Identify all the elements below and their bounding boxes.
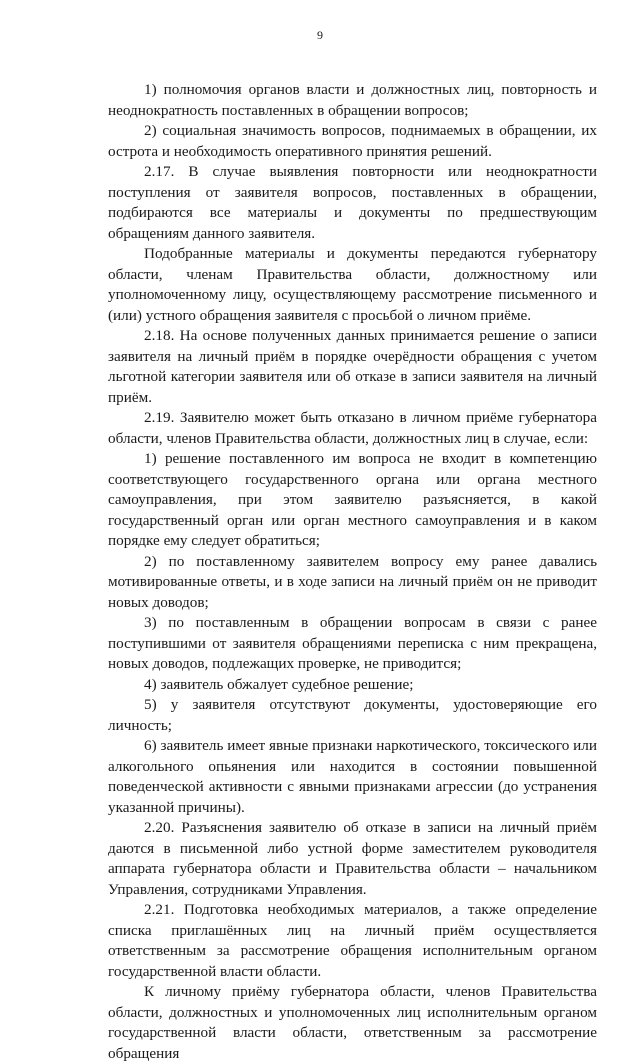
paragraph-9: 3) по поставленным в обращении вопросам в связи с ранее поступившими от заявителя обращениями переписка с ним прекращена, новых доводов, подлежащих проверке, не приводится; [108,614,597,672]
paragraph-6: 2.19. Заявителю может быть отказано в личном приёме губернатора области, членов Правительства области, должностных лиц в случае, если: [108,409,597,447]
paragraph-12: 6) заявитель имеет явные признаки наркотического, токсического или алкогольного опьянения или находится в состоянии повышенной поведенческой активности с явными признаками агрессии (до устранения указанной причины). [108,737,597,816]
paragraph-11: 5) у заявителя отсутствуют документы, удостоверяющие его личность; [108,696,597,734]
page-number: 9 [317,28,323,42]
paragraph-3: 2.17. В случае выявления повторности или неоднократности поступления от заявителя вопросов, поставленных в обращении, подбираются все материалы и документы по предшествующим обращениям данного заявителя. [108,163,597,242]
paragraph-5: 2.18. На основе полученных данных принимается решение о записи заявителя на личный приём в порядке очерёдности обращения с учетом льготной категории заявителя или об отказе в записи заявителя на личный приём. [108,327,597,406]
paragraph-14: 2.21. Подготовка необходимых материалов, а также определение списка приглашённых лиц на личный приём осуществляется ответственным за рассмотрение обращения исполнительным органом государственной власти области. [108,901,597,980]
paragraph-7: 1) решение поставленного им вопроса не входит в компетенцию соответствующего государственного органа или органа местного самоуправления, при этом заявителю разъясняется, в какой государственный орган или орган местного самоуправления и в каком порядке ему следует обратиться; [108,450,597,549]
paragraph-2: 2) социальная значимость вопросов, поднимаемых в обращении, их острота и необходимость оперативного принятия решений. [108,122,597,160]
paragraph-15: К личному приёму губернатора области, членов Правительства области, должностных и уполномоченных лиц исполнительным органом государственной власти области, ответственным за рассмотрение обращения [108,983,597,1062]
paragraph-1: 1) полномочия органов власти и должностных лиц, повторность и неоднократность поставленных в обращении вопросов; [108,81,597,119]
paragraph-13: 2.20. Разъяснения заявителю об отказе в записи на личный приём даются в письменной либо устной форме заместителем руководителя аппарата губернатора области и Правительства области – начальником Управления, сотрудниками Управления. [108,819,597,898]
paragraph-10: 4) заявитель обжалует судебное решение; [144,675,414,693]
document-body [108,80,597,1064]
paragraph-4: Подобранные материалы и документы передаются губернатору области, членам Правительства области, должностному или уполномоченному лицу, осуществляющему рассмотрение письменного и (или) устного обращения заявителя с просьбой о личном приёме. [108,245,597,324]
paragraph-8: 2) по поставленному заявителем вопросу ему ранее давались мотивированные ответы, и в ходе записи на личный приём он не приводит новых доводов; [108,552,597,611]
